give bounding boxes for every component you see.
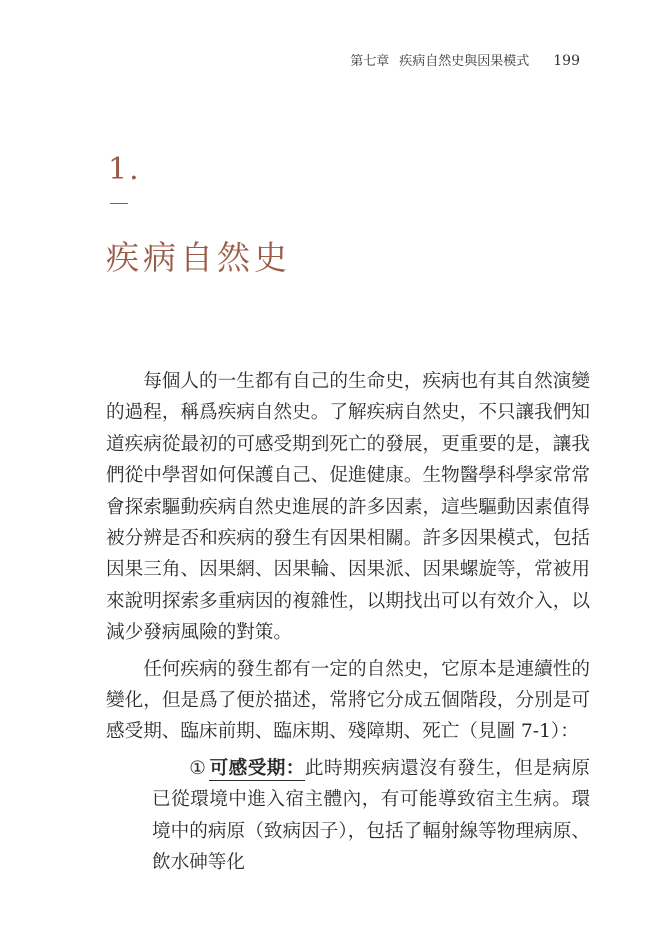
running-head bbox=[300, 50, 580, 69]
chapter-label: 第七章 bbox=[350, 54, 390, 69]
list-term: 可感受期： bbox=[209, 757, 305, 779]
body-text bbox=[106, 366, 590, 879]
term-underline bbox=[209, 758, 305, 781]
section-rule bbox=[110, 203, 128, 204]
section-title: 疾病自然史 bbox=[106, 238, 291, 277]
page-number: 199 bbox=[553, 53, 580, 69]
section-number: 1. bbox=[108, 152, 141, 187]
paragraph-2: 任何疾病的發生都有一定的自然史，它原本是連續性的變化，但是爲了便於描述，常將它分成五個階段，分別是可感受期、臨床前期、臨床期、殘障期、死亡（見圖 7-1）： bbox=[106, 658, 590, 743]
paragraph-1: 每個人的一生都有自己的生命史，疾病也有其自然演變的過程，稱爲疾病自然史。了解疾病自然史，不只讓我們知道疾病從最初的可感受期到死亡的發展，更重要的是，讓我們從中學習如何保護自己、促進健康。生物醫學科學家常常會探索驅動疾病自然史進展的許多因素，這些驅動因素值得被分辨是否和疾病的發生有因果相關。許多因果模式，包括因果三角、因果網、因果輪、因果派、因果螺旋等，常被用來說明探索多重病因的複雜性，以期找出可以有效介入，以減少發病風險的對策。 bbox=[106, 371, 590, 644]
chapter-title: 疾病自然史與因果模式 bbox=[399, 54, 530, 69]
list-text: 此時期疾病還沒有發生，但是病原已從環境中進入宿主體內，有可能導致宿主生病。環境中的病原（致病因子），包括了輻射線等物理病原、飲水砷等化 bbox=[152, 757, 590, 874]
list-marker: ① bbox=[189, 757, 206, 779]
list-item-1 bbox=[106, 753, 590, 879]
